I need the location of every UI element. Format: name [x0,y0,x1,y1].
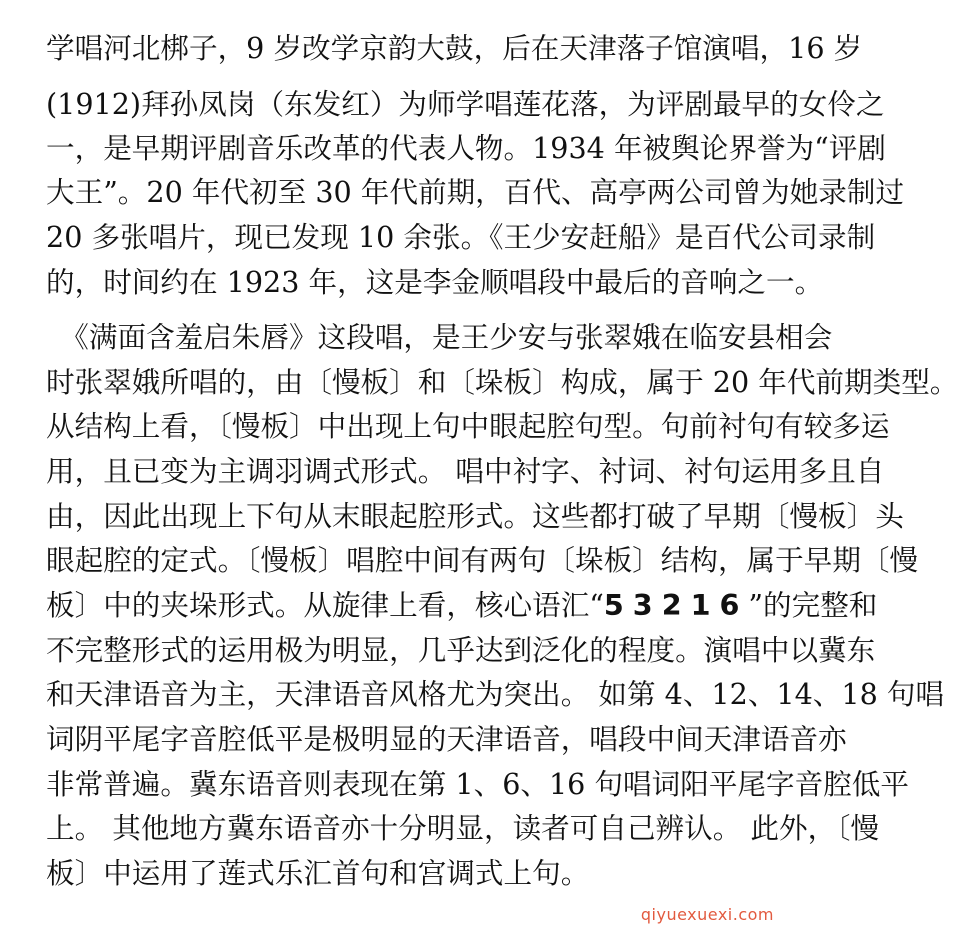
text-line: 20 多张唱片，现已发现 10 余张。《王少安赶船》是百代公司录制 [46,220,876,254]
text-line: 大王”。20 年代初至 30 年代前期，百代、高亭两公司曾为她录制过 [46,175,905,209]
text-line: 时张翠娥所唱的，由〔慢板〕和〔垛板〕构成，属于 20 年代前期类型。 [46,365,958,399]
text-line: 用，且已变为主调羽调式形式。 唱中衬字、衬词、衬句运用多且自 [46,454,885,488]
text-line: 一，是早期评剧音乐改革的代表人物。1934 年被舆论界誉为“评剧 [46,131,886,165]
text-line: 不完整形式的运用极为明显，几乎达到泛化的程度。演唱中以冀东 [46,633,876,667]
text-line: 《满面含羞启朱唇》这段唱，是王少安与张翠娥在临安县相会 [46,320,833,354]
text-line: 眼起腔的定式。〔慢板〕唱腔中间有两句〔垛板〕结构，属于早期〔慢 [46,543,919,577]
text-line: 非常普遍。冀东语音则表现在第 1、6、16 句唱词阳平尾字音腔低平 [46,767,909,801]
text-segment: 板〕中的夹垛形式。从旋律上看，核心语汇“ [46,588,604,622]
text-line: 和天津语音为主，天津语音风格尤为突出。 如第 4、12、14、18 句唱 [46,677,945,711]
text-line: 学唱河北梆子，9 岁改学京韵大鼓，后在天津落子馆演唱，16 岁 [46,31,863,65]
text-line: 的，时间约在 1923 年，这是李金顺唱段中最后的音响之一。 [46,265,824,299]
text-line: 从结构上看，〔慢板〕中出现上句中眼起腔句型。句前衬句有较多运 [46,409,890,443]
text-line: 词阴平尾字音腔低平是极明显的天津语音，唱段中间天津语音亦 [46,722,847,756]
text-line: 由，因此出现上下句从末眼起腔形式。这些都打破了早期〔慢板〕头 [46,499,904,533]
jianpu-notation: 53216 [603,588,749,622]
text-line: (1912)拜孙凤岗（东发红）为师学唱莲花落，为评剧最早的女伶之 [46,87,885,121]
text-line-with-notation [46,585,878,625]
text-line: 板〕中运用了莲式乐汇首句和宫调式上句。 [46,856,590,890]
text-line: 上。 其他地方冀东语音亦十分明显，读者可自己辨认。 此外，〔慢 [46,811,880,845]
site-watermark: qiyuexuexi.com [640,905,774,924]
text-segment: ”的完整和 [748,588,878,622]
